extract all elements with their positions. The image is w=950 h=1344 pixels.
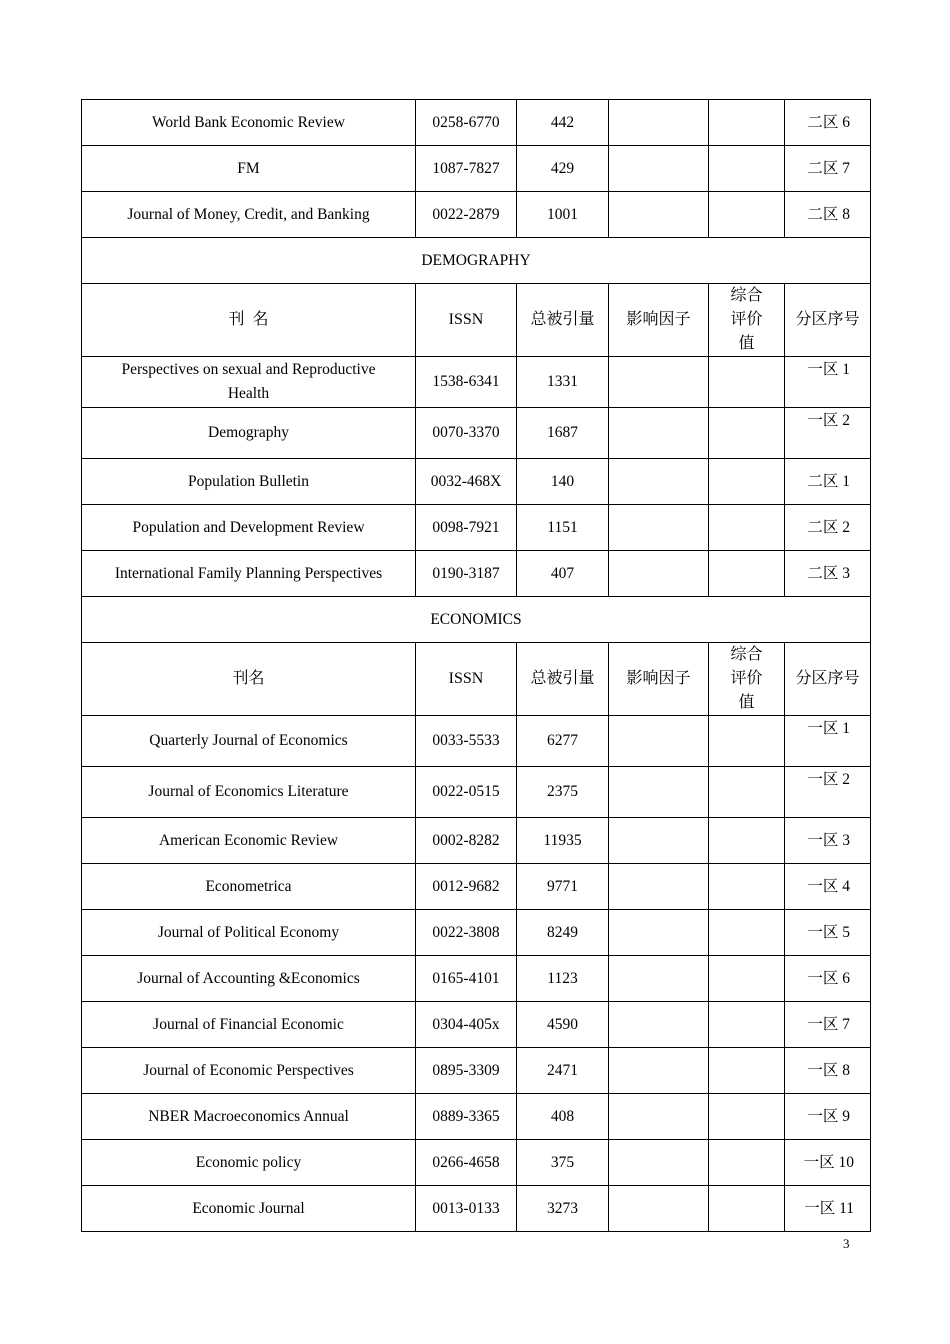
table-row <box>82 146 871 192</box>
journal-name-cell: International Family Planning Perspectives <box>82 551 416 597</box>
impact-factor-cell <box>609 1094 709 1140</box>
journal-name-cell: Journal of Political Economy <box>82 910 416 956</box>
score-cell <box>709 357 785 408</box>
impact-factor-cell <box>609 192 709 238</box>
issn-cell: 0022-2879 <box>416 192 517 238</box>
impact-factor-cell <box>609 1002 709 1048</box>
header-name: 刊名 <box>82 643 416 716</box>
header-name: 刊 名 <box>82 284 416 357</box>
citations-cell: 442 <box>517 100 609 146</box>
issn-cell: 0190-3187 <box>416 551 517 597</box>
table-row <box>82 1048 871 1094</box>
header-citations: 总被引量 <box>517 643 609 716</box>
citations-cell: 9771 <box>517 864 609 910</box>
issn-cell: 0098-7921 <box>416 505 517 551</box>
header-issn: ISSN <box>416 643 517 716</box>
issn-cell: 0013-0133 <box>416 1186 517 1232</box>
score-cell <box>709 864 785 910</box>
citations-cell: 3273 <box>517 1186 609 1232</box>
header-score: 综合评价值 <box>709 284 785 357</box>
rank-cell: 二区 1 <box>785 459 871 505</box>
score-cell <box>709 1094 785 1140</box>
score-cell <box>709 1048 785 1094</box>
header-row-economics <box>82 643 871 716</box>
journal-ranking-table <box>81 99 871 1232</box>
section-title-economics: ECONOMICS <box>82 597 871 643</box>
section-row-demography <box>82 238 871 284</box>
rank-cell: 二区 8 <box>785 192 871 238</box>
rank-cell: 一区 2 <box>785 767 871 818</box>
rank-cell: 一区 11 <box>785 1186 871 1232</box>
table-row <box>82 1002 871 1048</box>
issn-cell: 0022-3808 <box>416 910 517 956</box>
score-cell <box>709 459 785 505</box>
issn-cell: 0258-6770 <box>416 100 517 146</box>
impact-factor-cell <box>609 1048 709 1094</box>
citations-cell: 1687 <box>517 408 609 459</box>
rank-cell: 二区 7 <box>785 146 871 192</box>
journal-name-cell: World Bank Economic Review <box>82 100 416 146</box>
impact-factor-cell <box>609 1186 709 1232</box>
impact-factor-cell <box>609 459 709 505</box>
citations-cell: 2471 <box>517 1048 609 1094</box>
citations-cell: 4590 <box>517 1002 609 1048</box>
header-impact-factor: 影响因子 <box>609 284 709 357</box>
journal-name-cell: Journal of Economic Perspectives <box>82 1048 416 1094</box>
header-row-demography <box>82 284 871 357</box>
table-row <box>82 910 871 956</box>
rank-cell: 一区 4 <box>785 864 871 910</box>
rank-cell: 一区 6 <box>785 956 871 1002</box>
score-cell <box>709 956 785 1002</box>
issn-cell: 0889-3365 <box>416 1094 517 1140</box>
score-cell <box>709 100 785 146</box>
table-row <box>82 1186 871 1232</box>
journal-name-cell: FM <box>82 146 416 192</box>
citations-cell: 1151 <box>517 505 609 551</box>
impact-factor-cell <box>609 910 709 956</box>
table-row <box>82 956 871 1002</box>
issn-cell: 0032-468X <box>416 459 517 505</box>
rank-cell: 一区 1 <box>785 357 871 408</box>
table-row <box>82 1140 871 1186</box>
table-row <box>82 818 871 864</box>
citations-cell: 408 <box>517 1094 609 1140</box>
section-row-economics <box>82 597 871 643</box>
journal-name-cell: NBER Macroeconomics Annual <box>82 1094 416 1140</box>
table-row <box>82 767 871 818</box>
score-cell <box>709 408 785 459</box>
journal-name-cell: Journal of Financial Economic <box>82 1002 416 1048</box>
journal-name-cell: Journal of Money, Credit, and Banking <box>82 192 416 238</box>
score-cell <box>709 1002 785 1048</box>
journal-name-cell: Population and Development Review <box>82 505 416 551</box>
page-number: 3 <box>843 1236 850 1251</box>
score-cell <box>709 1140 785 1186</box>
header-impact-factor: 影响因子 <box>609 643 709 716</box>
issn-cell: 1538-6341 <box>416 357 517 408</box>
rank-cell: 一区 1 <box>785 716 871 767</box>
rank-cell: 二区 6 <box>785 100 871 146</box>
table-row <box>82 1094 871 1140</box>
rank-cell: 二区 2 <box>785 505 871 551</box>
citations-cell: 6277 <box>517 716 609 767</box>
impact-factor-cell <box>609 505 709 551</box>
rank-cell: 一区 8 <box>785 1048 871 1094</box>
table-row <box>82 192 871 238</box>
journal-name-cell: Journal of Accounting &Economics <box>82 956 416 1002</box>
citations-cell: 140 <box>517 459 609 505</box>
journal-name-cell: Perspectives on sexual and Reproductive Health <box>82 357 416 408</box>
header-issn: ISSN <box>416 284 517 357</box>
table-row <box>82 459 871 505</box>
issn-cell: 0002-8282 <box>416 818 517 864</box>
section-title-demography: DEMOGRAPHY <box>82 238 871 284</box>
issn-cell: 0304-405x <box>416 1002 517 1048</box>
score-cell <box>709 505 785 551</box>
journal-name-cell: Economic Journal <box>82 1186 416 1232</box>
score-cell <box>709 818 785 864</box>
table-row <box>82 505 871 551</box>
impact-factor-cell <box>609 408 709 459</box>
journal-name-cell: Quarterly Journal of Economics <box>82 716 416 767</box>
issn-cell: 0266-4658 <box>416 1140 517 1186</box>
header-rank: 分区序号 <box>785 643 871 716</box>
rank-cell: 一区 2 <box>785 408 871 459</box>
journal-name-cell: Demography <box>82 408 416 459</box>
citations-cell: 8249 <box>517 910 609 956</box>
citations-cell: 1123 <box>517 956 609 1002</box>
impact-factor-cell <box>609 818 709 864</box>
impact-factor-cell <box>609 100 709 146</box>
journal-name-cell: Econometrica <box>82 864 416 910</box>
citations-cell: 1331 <box>517 357 609 408</box>
score-cell <box>709 146 785 192</box>
header-score: 综合评价值 <box>709 643 785 716</box>
impact-factor-cell <box>609 357 709 408</box>
citations-cell: 375 <box>517 1140 609 1186</box>
impact-factor-cell <box>609 146 709 192</box>
rank-cell: 一区 10 <box>785 1140 871 1186</box>
rank-cell: 二区 3 <box>785 551 871 597</box>
journal-name-cell: Journal of Economics Literature <box>82 767 416 818</box>
impact-factor-cell <box>609 767 709 818</box>
header-rank: 分区序号 <box>785 284 871 357</box>
impact-factor-cell <box>609 956 709 1002</box>
score-cell <box>709 551 785 597</box>
citations-cell: 2375 <box>517 767 609 818</box>
score-cell <box>709 716 785 767</box>
impact-factor-cell <box>609 551 709 597</box>
issn-cell: 0895-3309 <box>416 1048 517 1094</box>
table-row <box>82 357 871 408</box>
impact-factor-cell <box>609 716 709 767</box>
impact-factor-cell <box>609 1140 709 1186</box>
journal-name-cell: Population Bulletin <box>82 459 416 505</box>
citations-cell: 429 <box>517 146 609 192</box>
issn-cell: 1087-7827 <box>416 146 517 192</box>
score-cell <box>709 192 785 238</box>
table-row <box>82 716 871 767</box>
issn-cell: 0070-3370 <box>416 408 517 459</box>
rank-cell: 一区 7 <box>785 1002 871 1048</box>
rank-cell: 一区 3 <box>785 818 871 864</box>
score-cell <box>709 1186 785 1232</box>
issn-cell: 0033-5533 <box>416 716 517 767</box>
issn-cell: 0022-0515 <box>416 767 517 818</box>
impact-factor-cell <box>609 864 709 910</box>
issn-cell: 0012-9682 <box>416 864 517 910</box>
header-citations: 总被引量 <box>517 284 609 357</box>
rank-cell: 一区 9 <box>785 1094 871 1140</box>
table-row <box>82 408 871 459</box>
issn-cell: 0165-4101 <box>416 956 517 1002</box>
citations-cell: 407 <box>517 551 609 597</box>
table-row <box>82 864 871 910</box>
score-cell <box>709 910 785 956</box>
table-row <box>82 551 871 597</box>
journal-name-cell: American Economic Review <box>82 818 416 864</box>
table-row <box>82 100 871 146</box>
rank-cell: 一区 5 <box>785 910 871 956</box>
citations-cell: 1001 <box>517 192 609 238</box>
citations-cell: 11935 <box>517 818 609 864</box>
score-cell <box>709 767 785 818</box>
journal-name-cell: Economic policy <box>82 1140 416 1186</box>
